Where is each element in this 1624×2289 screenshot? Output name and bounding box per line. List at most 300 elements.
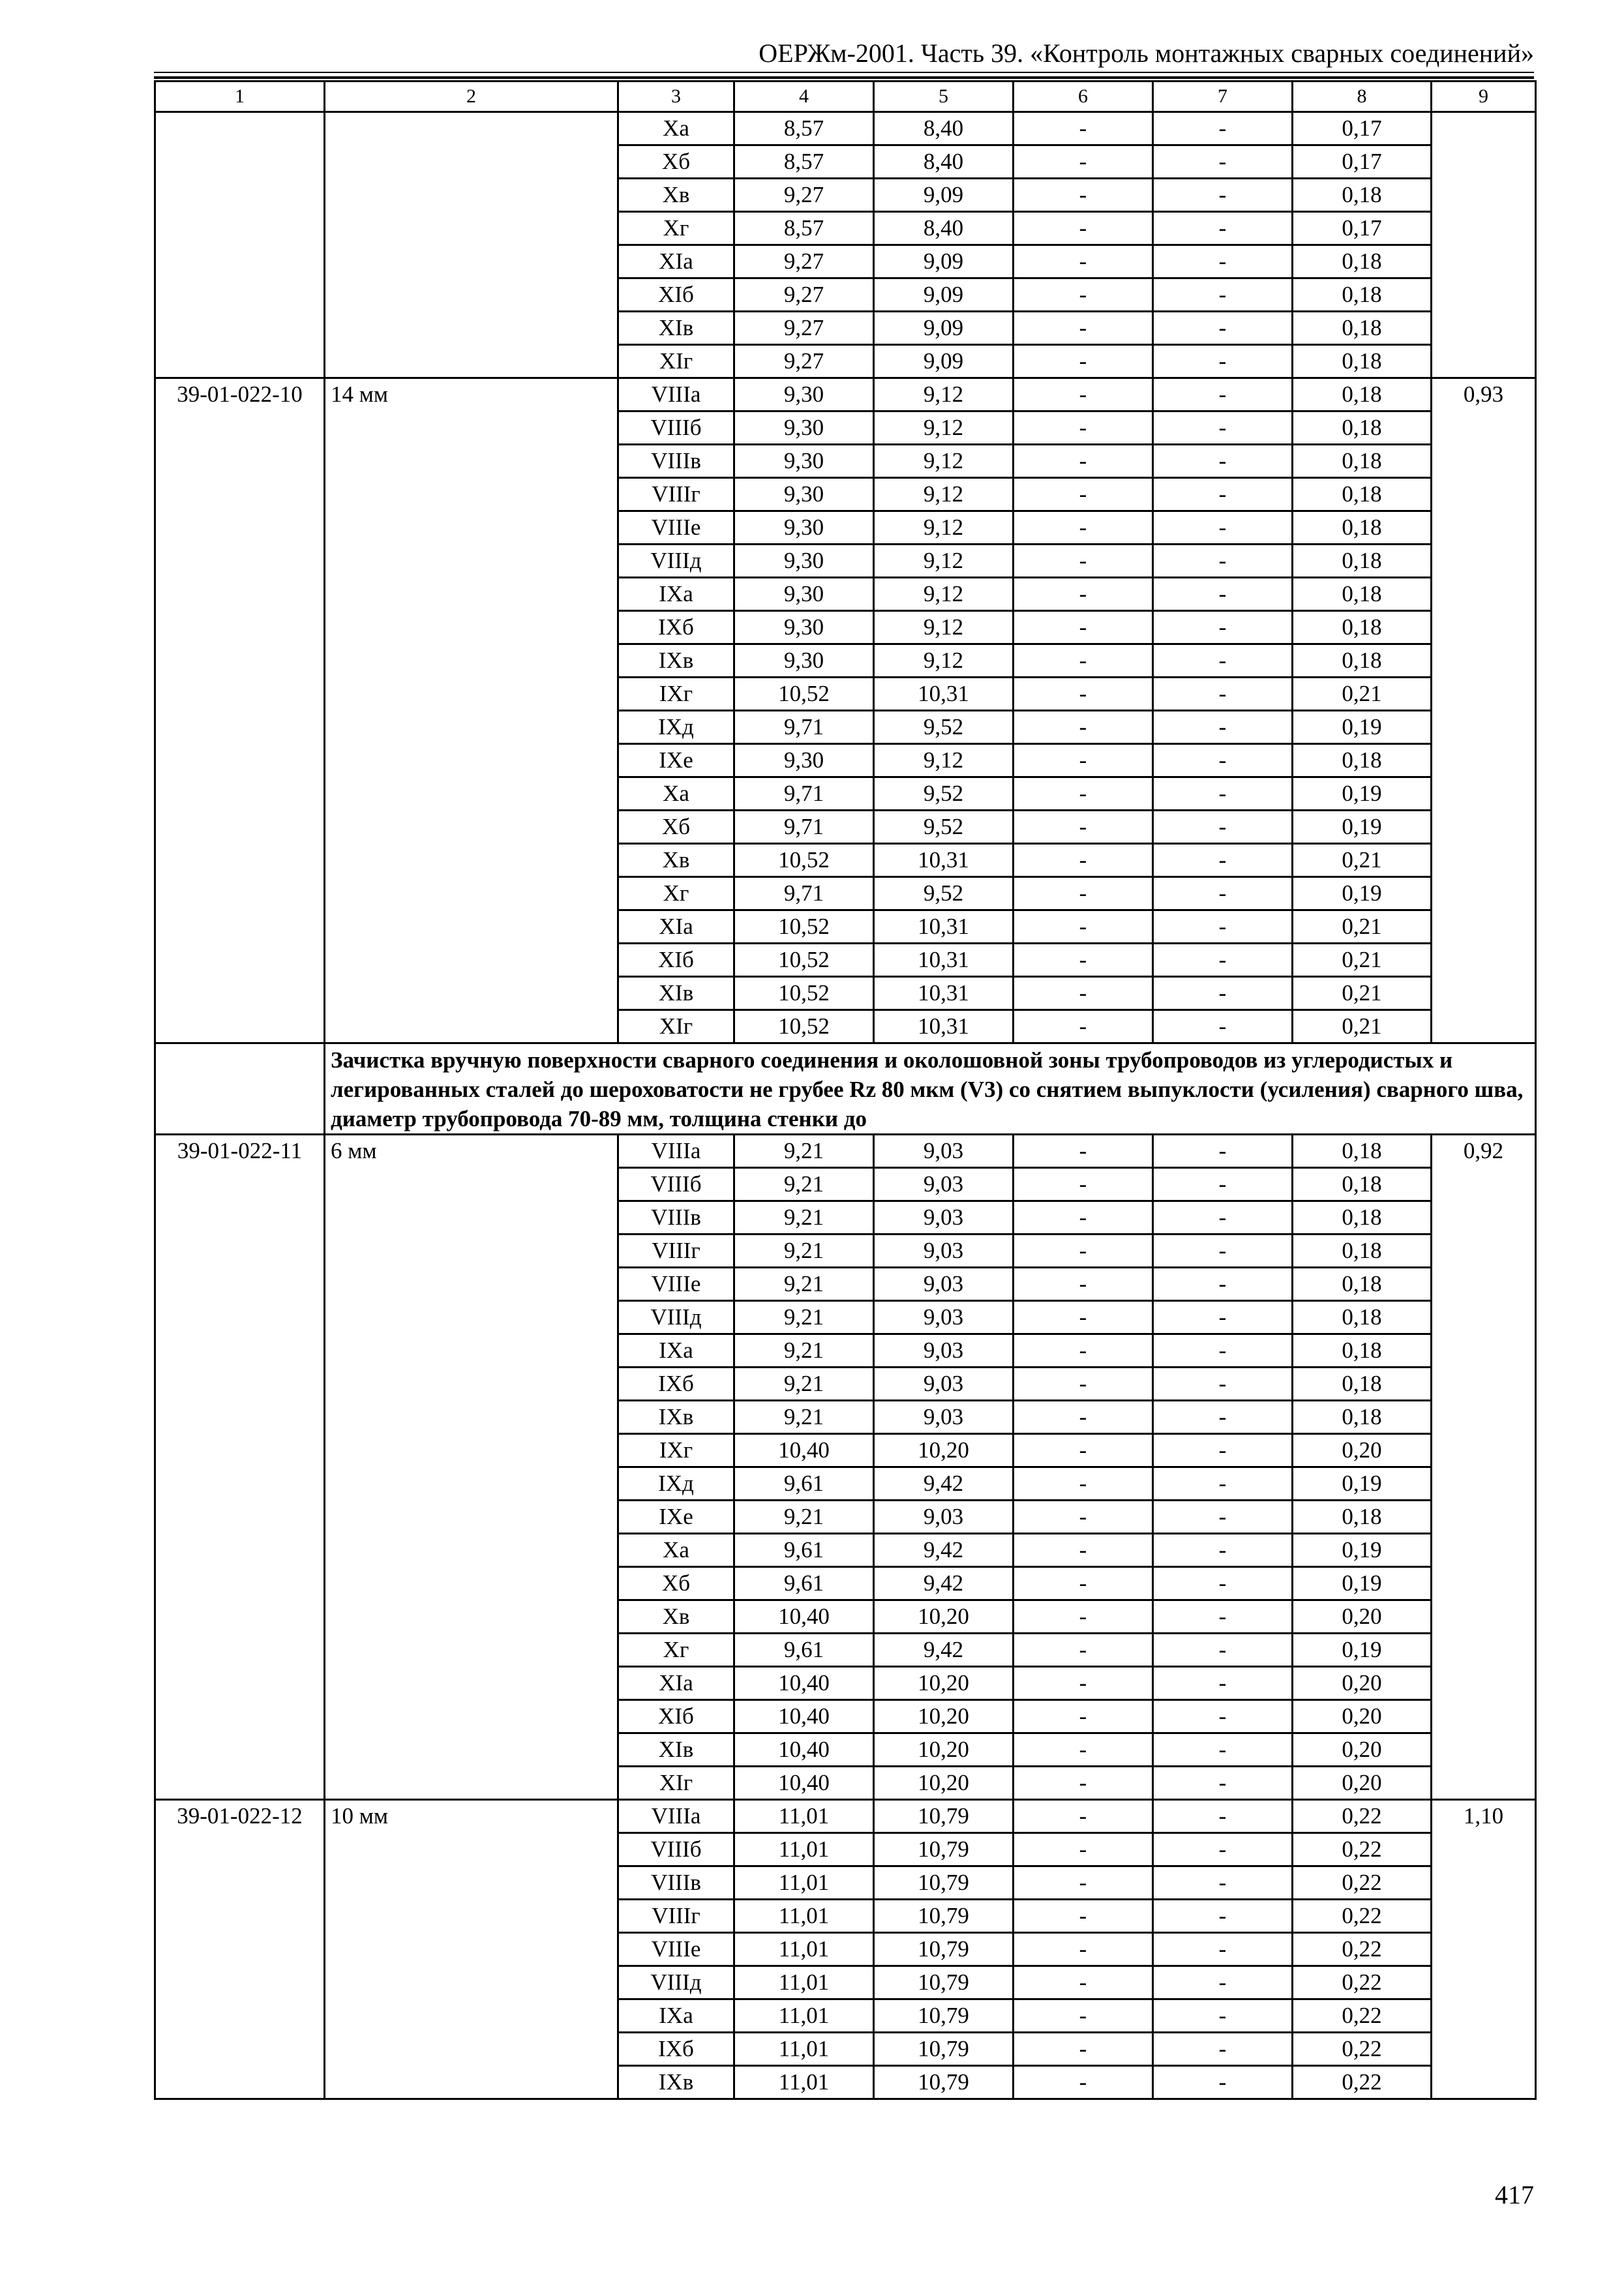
value-cell-5: 9,09 <box>874 179 1014 212</box>
value-cell-8: 0,20 <box>1293 1600 1432 1634</box>
value-cell-7: - <box>1153 245 1293 278</box>
category-cell: VIIIд <box>618 1966 734 1999</box>
norm-value <box>1432 112 1536 378</box>
rate-code: 39-01-022-11 <box>155 1135 325 1800</box>
category-cell: XIв <box>618 312 734 345</box>
category-cell: XIб <box>618 1700 734 1733</box>
value-cell-7: - <box>1153 1010 1293 1043</box>
value-cell-7: - <box>1153 644 1293 678</box>
value-cell-8: 0,18 <box>1293 411 1432 445</box>
value-cell-4: 9,30 <box>734 578 874 611</box>
value-cell-8: 0,22 <box>1293 2066 1432 2099</box>
value-cell-5: 9,42 <box>874 1567 1014 1600</box>
value-cell-6: - <box>1014 1401 1153 1434</box>
value-cell-6: - <box>1014 1600 1153 1634</box>
category-cell: Xa <box>618 777 734 811</box>
category-cell: XIa <box>618 245 734 278</box>
value-cell-7: - <box>1153 877 1293 910</box>
value-cell-7: - <box>1153 1168 1293 1201</box>
value-cell-6: - <box>1014 445 1153 478</box>
value-cell-5: 10,20 <box>874 1600 1014 1634</box>
value-cell-4: 11,01 <box>734 1800 874 1833</box>
value-cell-6: - <box>1014 1334 1153 1368</box>
value-cell-5: 9,42 <box>874 1634 1014 1667</box>
value-cell-6: - <box>1014 1301 1153 1334</box>
value-cell-6: - <box>1014 944 1153 977</box>
value-cell-4: 9,71 <box>734 877 874 910</box>
value-cell-4: 11,01 <box>734 1999 874 2033</box>
value-cell-6: - <box>1014 578 1153 611</box>
value-cell-5: 10,20 <box>874 1733 1014 1767</box>
value-cell-7: - <box>1153 1667 1293 1700</box>
wall-thickness <box>325 112 618 378</box>
value-cell-8: 0,18 <box>1293 1301 1432 1334</box>
value-cell-6: - <box>1014 1168 1153 1201</box>
category-cell: VIIIe <box>618 1268 734 1301</box>
value-cell-5: 9,52 <box>874 777 1014 811</box>
value-cell-8: 0,20 <box>1293 1667 1432 1700</box>
value-cell-6: - <box>1014 777 1153 811</box>
value-cell-8: 0,18 <box>1293 478 1432 511</box>
category-cell: IXг <box>618 1434 734 1467</box>
value-cell-7: - <box>1153 545 1293 578</box>
value-cell-8: 0,20 <box>1293 1434 1432 1467</box>
value-cell-5: 10,20 <box>874 1667 1014 1700</box>
value-cell-8: 0,18 <box>1293 1268 1432 1301</box>
header-rule <box>154 72 1534 73</box>
value-cell-4: 9,30 <box>734 378 874 411</box>
value-cell-6: - <box>1014 1467 1153 1501</box>
value-cell-5: 8,40 <box>874 212 1014 245</box>
value-cell-5: 9,12 <box>874 378 1014 411</box>
value-cell-5: 9,03 <box>874 1368 1014 1401</box>
value-cell-4: 9,21 <box>734 1234 874 1268</box>
category-cell: XIг <box>618 345 734 378</box>
value-cell-6: - <box>1014 511 1153 545</box>
value-cell-7: - <box>1153 1767 1293 1800</box>
value-cell-4: 9,27 <box>734 312 874 345</box>
value-cell-6: - <box>1014 844 1153 877</box>
value-cell-4: 11,01 <box>734 1900 874 1933</box>
value-cell-8: 0,19 <box>1293 1634 1432 1667</box>
value-cell-5: 10,31 <box>874 1010 1014 1043</box>
value-cell-7: - <box>1153 1534 1293 1567</box>
value-cell-6: - <box>1014 112 1153 145</box>
value-cell-8: 0,22 <box>1293 1966 1432 1999</box>
value-cell-8: 0,18 <box>1293 578 1432 611</box>
value-cell-7: - <box>1153 1501 1293 1534</box>
category-cell: VIIIд <box>618 1301 734 1334</box>
value-cell-4: 9,21 <box>734 1368 874 1401</box>
category-cell: IXб <box>618 1368 734 1401</box>
category-cell: IXa <box>618 1999 734 2033</box>
value-cell-6: - <box>1014 478 1153 511</box>
value-cell-8: 0,18 <box>1293 1201 1432 1234</box>
value-cell-4: 11,01 <box>734 1966 874 1999</box>
column-number: 2 <box>325 82 618 112</box>
value-cell-6: - <box>1014 644 1153 678</box>
value-cell-4: 9,27 <box>734 245 874 278</box>
table-row <box>155 1135 1536 1168</box>
value-cell-4: 10,52 <box>734 910 874 944</box>
value-cell-8: 0,21 <box>1293 944 1432 977</box>
value-cell-6: - <box>1014 1234 1153 1268</box>
value-cell-5: 10,79 <box>874 1999 1014 2033</box>
column-number: 8 <box>1293 82 1432 112</box>
category-cell: XIв <box>618 1733 734 1767</box>
value-cell-8: 0,19 <box>1293 711 1432 744</box>
value-cell-4: 9,21 <box>734 1301 874 1334</box>
value-cell-4: 9,71 <box>734 777 874 811</box>
category-cell: XIв <box>618 977 734 1010</box>
value-cell-8: 0,19 <box>1293 1567 1432 1600</box>
value-cell-4: 10,52 <box>734 1010 874 1043</box>
value-cell-7: - <box>1153 611 1293 644</box>
value-cell-5: 9,09 <box>874 312 1014 345</box>
value-cell-6: - <box>1014 1201 1153 1234</box>
category-cell: VIIIa <box>618 1135 734 1168</box>
value-cell-7: - <box>1153 744 1293 777</box>
category-cell: XIб <box>618 944 734 977</box>
value-cell-5: 10,20 <box>874 1434 1014 1467</box>
value-cell-4: 10,40 <box>734 1434 874 1467</box>
value-cell-8: 0,18 <box>1293 1501 1432 1534</box>
value-cell-4: 9,30 <box>734 545 874 578</box>
value-cell-5: 9,03 <box>874 1201 1014 1234</box>
value-cell-6: - <box>1014 744 1153 777</box>
header-rule-thick <box>154 76 1534 79</box>
value-cell-4: 11,01 <box>734 2033 874 2066</box>
value-cell-5: 9,03 <box>874 1268 1014 1301</box>
value-cell-7: - <box>1153 511 1293 545</box>
category-cell: IXe <box>618 744 734 777</box>
value-cell-4: 9,30 <box>734 744 874 777</box>
value-cell-8: 0,22 <box>1293 1933 1432 1966</box>
norm-value: 1,10 <box>1432 1800 1536 2099</box>
value-cell-5: 9,09 <box>874 245 1014 278</box>
value-cell-5: 10,31 <box>874 977 1014 1010</box>
value-cell-5: 9,03 <box>874 1501 1014 1534</box>
value-cell-7: - <box>1153 1268 1293 1301</box>
value-cell-7: - <box>1153 312 1293 345</box>
category-cell: VIIIг <box>618 1900 734 1933</box>
value-cell-6: - <box>1014 678 1153 711</box>
category-cell: Xa <box>618 112 734 145</box>
value-cell-4: 10,40 <box>734 1700 874 1733</box>
value-cell-7: - <box>1153 1833 1293 1866</box>
value-cell-6: - <box>1014 1733 1153 1767</box>
value-cell-7: - <box>1153 910 1293 944</box>
value-cell-5: 10,31 <box>874 944 1014 977</box>
value-cell-7: - <box>1153 844 1293 877</box>
value-cell-4: 9,30 <box>734 511 874 545</box>
value-cell-8: 0,19 <box>1293 811 1432 844</box>
value-cell-6: - <box>1014 1634 1153 1667</box>
value-cell-7: - <box>1153 1567 1293 1600</box>
value-cell-6: - <box>1014 1767 1153 1800</box>
category-cell: Xб <box>618 1567 734 1600</box>
value-cell-5: 9,09 <box>874 345 1014 378</box>
value-cell-7: - <box>1153 678 1293 711</box>
category-cell: IXв <box>618 2066 734 2099</box>
value-cell-8: 0,17 <box>1293 112 1432 145</box>
value-cell-7: - <box>1153 1866 1293 1900</box>
value-cell-8: 0,18 <box>1293 445 1432 478</box>
value-cell-7: - <box>1153 1201 1293 1234</box>
value-cell-6: - <box>1014 1501 1153 1534</box>
value-cell-8: 0,21 <box>1293 1010 1432 1043</box>
column-number: 7 <box>1153 82 1293 112</box>
category-cell: VIIIa <box>618 378 734 411</box>
value-cell-6: - <box>1014 1368 1153 1401</box>
value-cell-6: - <box>1014 2066 1153 2099</box>
value-cell-4: 9,21 <box>734 1501 874 1534</box>
value-cell-8: 0,18 <box>1293 179 1432 212</box>
value-cell-7: - <box>1153 179 1293 212</box>
category-cell: XIг <box>618 1767 734 1800</box>
value-cell-6: - <box>1014 877 1153 910</box>
category-cell: VIIIб <box>618 1833 734 1866</box>
value-cell-5: 10,79 <box>874 1800 1014 1833</box>
value-cell-5: 9,12 <box>874 545 1014 578</box>
value-cell-4: 9,21 <box>734 1135 874 1168</box>
value-cell-6: - <box>1014 1800 1153 1833</box>
value-cell-7: - <box>1153 445 1293 478</box>
value-cell-7: - <box>1153 345 1293 378</box>
value-cell-4: 8,57 <box>734 145 874 179</box>
category-cell: IXд <box>618 1467 734 1501</box>
value-cell-5: 9,42 <box>874 1467 1014 1501</box>
category-cell: VIIIг <box>618 478 734 511</box>
value-cell-4: 9,21 <box>734 1268 874 1301</box>
value-cell-7: - <box>1153 1434 1293 1467</box>
value-cell-8: 0,18 <box>1293 744 1432 777</box>
value-cell-5: 9,52 <box>874 877 1014 910</box>
norm-value: 0,93 <box>1432 378 1536 1043</box>
rate-code: 39-01-022-10 <box>155 378 325 1043</box>
value-cell-8: 0,22 <box>1293 1999 1432 2033</box>
value-cell-8: 0,18 <box>1293 545 1432 578</box>
value-cell-8: 0,22 <box>1293 1800 1432 1833</box>
wall-thickness: 14 мм <box>325 378 618 1043</box>
value-cell-7: - <box>1153 1999 1293 2033</box>
value-cell-6: - <box>1014 910 1153 944</box>
value-cell-6: - <box>1014 345 1153 378</box>
value-cell-5: 10,20 <box>874 1767 1014 1800</box>
value-cell-6: - <box>1014 278 1153 312</box>
category-cell: Xa <box>618 1534 734 1567</box>
value-cell-7: - <box>1153 2066 1293 2099</box>
value-cell-5: 10,79 <box>874 1866 1014 1900</box>
value-cell-8: 0,18 <box>1293 1234 1432 1268</box>
value-cell-4: 9,30 <box>734 611 874 644</box>
value-cell-8: 0,18 <box>1293 345 1432 378</box>
category-cell: IXб <box>618 611 734 644</box>
value-cell-8: 0,17 <box>1293 145 1432 179</box>
value-cell-4: 11,01 <box>734 1833 874 1866</box>
value-cell-5: 9,12 <box>874 578 1014 611</box>
category-cell: IXв <box>618 1401 734 1434</box>
value-cell-6: - <box>1014 312 1153 345</box>
value-cell-6: - <box>1014 212 1153 245</box>
value-cell-7: - <box>1153 1301 1293 1334</box>
value-cell-8: 0,21 <box>1293 977 1432 1010</box>
value-cell-5: 9,03 <box>874 1401 1014 1434</box>
column-number: 5 <box>874 82 1014 112</box>
category-cell: Xв <box>618 1600 734 1634</box>
value-cell-6: - <box>1014 1933 1153 1966</box>
column-number: 1 <box>155 82 325 112</box>
value-cell-4: 9,71 <box>734 711 874 744</box>
category-cell: VIIIб <box>618 411 734 445</box>
value-cell-5: 9,03 <box>874 1334 1014 1368</box>
column-number: 6 <box>1014 82 1153 112</box>
value-cell-8: 0,18 <box>1293 312 1432 345</box>
value-cell-5: 9,03 <box>874 1135 1014 1168</box>
value-cell-5: 9,12 <box>874 744 1014 777</box>
value-cell-8: 0,18 <box>1293 1168 1432 1201</box>
value-cell-7: - <box>1153 1600 1293 1634</box>
column-number: 3 <box>618 82 734 112</box>
category-cell: Xб <box>618 811 734 844</box>
value-cell-6: - <box>1014 545 1153 578</box>
value-cell-7: - <box>1153 1900 1293 1933</box>
category-cell: Xв <box>618 844 734 877</box>
value-cell-6: - <box>1014 811 1153 844</box>
category-cell: VIIIв <box>618 1866 734 1900</box>
value-cell-6: - <box>1014 1667 1153 1700</box>
value-cell-7: - <box>1153 811 1293 844</box>
value-cell-5: 9,52 <box>874 811 1014 844</box>
value-cell-5: 9,09 <box>874 278 1014 312</box>
value-cell-4: 9,27 <box>734 179 874 212</box>
value-cell-8: 0,20 <box>1293 1767 1432 1800</box>
value-cell-5: 10,79 <box>874 2066 1014 2099</box>
table-row <box>155 1800 1536 1833</box>
value-cell-6: - <box>1014 1268 1153 1301</box>
value-cell-8: 0,20 <box>1293 1733 1432 1767</box>
value-cell-4: 9,61 <box>734 1634 874 1667</box>
value-cell-8: 0,22 <box>1293 1866 1432 1900</box>
value-cell-4: 10,52 <box>734 944 874 977</box>
value-cell-4: 9,71 <box>734 811 874 844</box>
value-cell-7: - <box>1153 378 1293 411</box>
value-cell-7: - <box>1153 578 1293 611</box>
value-cell-8: 0,18 <box>1293 1135 1432 1168</box>
value-cell-4: 9,21 <box>734 1334 874 1368</box>
value-cell-8: 0,18 <box>1293 611 1432 644</box>
value-cell-8: 0,18 <box>1293 378 1432 411</box>
value-cell-5: 9,12 <box>874 511 1014 545</box>
value-cell-7: - <box>1153 777 1293 811</box>
column-number-row <box>155 82 1536 112</box>
value-cell-6: - <box>1014 179 1153 212</box>
value-cell-4: 8,57 <box>734 112 874 145</box>
wall-thickness: 6 мм <box>325 1135 618 1800</box>
value-cell-5: 10,79 <box>874 1966 1014 1999</box>
value-cell-6: - <box>1014 1434 1153 1467</box>
value-cell-7: - <box>1153 411 1293 445</box>
value-cell-7: - <box>1153 1634 1293 1667</box>
value-cell-4: 11,01 <box>734 1933 874 1966</box>
value-cell-8: 0,17 <box>1293 212 1432 245</box>
value-cell-7: - <box>1153 1933 1293 1966</box>
value-cell-6: - <box>1014 1534 1153 1567</box>
value-cell-6: - <box>1014 1833 1153 1866</box>
value-cell-4: 9,61 <box>734 1467 874 1501</box>
value-cell-7: - <box>1153 1234 1293 1268</box>
value-cell-6: - <box>1014 977 1153 1010</box>
category-cell: Xг <box>618 212 734 245</box>
value-cell-6: - <box>1014 245 1153 278</box>
value-cell-6: - <box>1014 1010 1153 1043</box>
value-cell-4: 9,30 <box>734 411 874 445</box>
value-cell-7: - <box>1153 977 1293 1010</box>
value-cell-5: 10,31 <box>874 910 1014 944</box>
value-cell-6: - <box>1014 2033 1153 2066</box>
value-cell-7: - <box>1153 112 1293 145</box>
section-row <box>155 1043 1536 1135</box>
value-cell-8: 0,19 <box>1293 877 1432 910</box>
value-cell-4: 10,52 <box>734 977 874 1010</box>
value-cell-7: - <box>1153 478 1293 511</box>
category-cell: VIIIe <box>618 1933 734 1966</box>
norm-value: 0,92 <box>1432 1135 1536 1800</box>
value-cell-5: 9,12 <box>874 478 1014 511</box>
value-cell-8: 0,18 <box>1293 1334 1432 1368</box>
value-cell-8: 0,21 <box>1293 910 1432 944</box>
value-cell-6: - <box>1014 1135 1153 1168</box>
rate-code <box>155 112 325 378</box>
value-cell-7: - <box>1153 944 1293 977</box>
rates-table <box>154 80 1537 2100</box>
value-cell-6: - <box>1014 1999 1153 2033</box>
value-cell-5: 10,20 <box>874 1700 1014 1733</box>
value-cell-8: 0,19 <box>1293 1534 1432 1567</box>
value-cell-4: 9,21 <box>734 1201 874 1234</box>
category-cell: VIIIг <box>618 1234 734 1268</box>
value-cell-7: - <box>1153 1733 1293 1767</box>
value-cell-6: - <box>1014 411 1153 445</box>
category-cell: XIa <box>618 1667 734 1700</box>
category-cell: IXг <box>618 678 734 711</box>
value-cell-4: 9,21 <box>734 1168 874 1201</box>
value-cell-8: 0,22 <box>1293 2033 1432 2066</box>
value-cell-4: 10,52 <box>734 844 874 877</box>
value-cell-7: - <box>1153 212 1293 245</box>
page-number: 417 <box>1495 2180 1534 2209</box>
section-spacer <box>155 1043 325 1135</box>
value-cell-7: - <box>1153 1334 1293 1368</box>
value-cell-4: 11,01 <box>734 1866 874 1900</box>
value-cell-5: 10,79 <box>874 2033 1014 2066</box>
value-cell-4: 10,40 <box>734 1767 874 1800</box>
value-cell-4: 9,27 <box>734 345 874 378</box>
value-cell-8: 0,18 <box>1293 1368 1432 1401</box>
value-cell-7: - <box>1153 278 1293 312</box>
category-cell: VIIIв <box>618 1201 734 1234</box>
value-cell-4: 10,40 <box>734 1733 874 1767</box>
category-cell: XIб <box>618 278 734 312</box>
section-title: Зачистка вручную поверхности сварного соединения и околошовной зоны трубопроводов из углеродистых и легированных сталей до шероховатости не грубее Rz 80 мкм (V3) со снятием выпуклости (усиления) сварного шва, диаметр трубопровода 70-89 мм, толщина стенки до <box>325 1043 1536 1135</box>
value-cell-4: 9,61 <box>734 1567 874 1600</box>
value-cell-5: 9,03 <box>874 1234 1014 1268</box>
category-cell: VIIIб <box>618 1168 734 1201</box>
page-header: ОЕРЖм-2001. Часть 39. «Контроль монтажных сварных соединений» <box>759 38 1534 68</box>
value-cell-7: - <box>1153 1368 1293 1401</box>
value-cell-4: 9,30 <box>734 644 874 678</box>
category-cell: IXв <box>618 644 734 678</box>
